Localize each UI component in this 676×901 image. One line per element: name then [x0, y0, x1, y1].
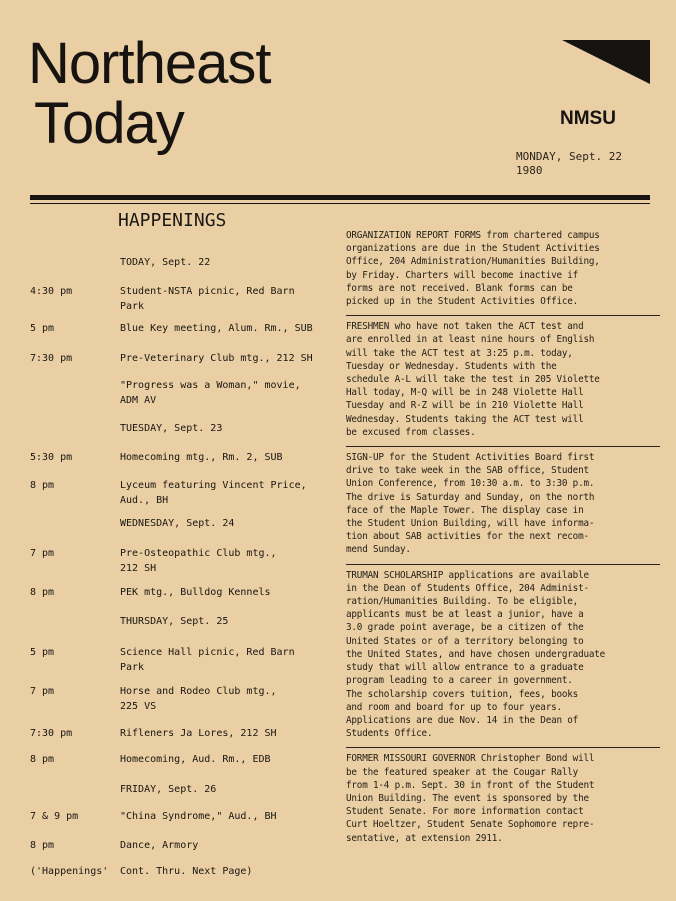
notice-line: program leading to a career in government.: [346, 675, 573, 687]
event-time: 7 & 9 pm: [30, 811, 79, 822]
event-description: [120, 726, 330, 741]
day-heading: TODAY, Sept. 22: [120, 257, 211, 268]
event-line: ADM AV: [120, 395, 157, 406]
notice-line: Students Office.: [346, 728, 433, 740]
notice-line: TRUMAN SCHOLARSHIP applications are available: [346, 569, 589, 581]
event-line: Park: [120, 301, 145, 312]
notice-line: by Friday. Charters will become inactive if: [346, 269, 579, 281]
event-time: 8 pm: [30, 587, 55, 598]
event-line: Cont. Thru. Next Page): [120, 866, 253, 877]
event-description: [120, 752, 330, 767]
event-line: Horse and Rodeo Club mtg.,: [120, 686, 277, 697]
notice-line: are enrolled in at least nine hours of English: [346, 334, 595, 346]
notice-line: ORGANIZATION REPORT FORMS from chartered campus: [346, 230, 600, 241]
event-line: Blue Key meeting, Alum. Rm., SUB: [120, 323, 313, 334]
notice-line: The scholarship covers tuition, fees, books: [346, 688, 579, 700]
notice-line: be excused from classes.: [346, 426, 476, 438]
event-line: Homecoming mtg., Rm. 2, SUB: [120, 452, 283, 463]
event-time: 7 pm: [30, 548, 55, 559]
event-description: [120, 645, 330, 675]
notice-line: mend Sunday.: [346, 544, 411, 556]
event-line: Rifleners Ja Lores, 212 SH: [120, 728, 277, 739]
event-line: 225 VS: [120, 701, 157, 712]
notice-line: Curt Hoeltzer, Student Senate Sophomore repre-: [346, 819, 595, 831]
event-time: 8 pm: [30, 754, 55, 765]
day-heading: THURSDAY, Sept. 25: [120, 616, 229, 627]
event-line: Dance, Armory: [120, 840, 199, 851]
day-heading: FRIDAY, Sept. 26: [120, 784, 217, 795]
event-time: 4:30 pm: [30, 286, 73, 297]
masthead-org: NMSU: [560, 108, 616, 129]
event-time: 7:30 pm: [30, 353, 73, 364]
notice-line: drive to take week in the SAB office, Student: [346, 465, 589, 477]
event-time: ('Happenings': [30, 866, 109, 877]
notice-line: the Student Union Building, will have informa-: [346, 518, 595, 530]
notice-line: FRESHMEN who have not taken the ACT test and: [346, 321, 584, 333]
event-time: 5:30 pm: [30, 452, 73, 463]
event-time: 7:30 pm: [30, 728, 73, 739]
happenings-heading: HAPPENINGS: [118, 210, 227, 231]
masthead-title: [28, 31, 271, 156]
event-time: 5 pm: [30, 647, 55, 658]
event-description: [120, 684, 330, 714]
event-line: Student-NSTA picnic, Red Barn: [120, 286, 295, 297]
masthead-date-line1: MONDAY, Sept. 22: [516, 150, 622, 163]
event-line: Pre-Veterinary Club mtg., 212 SH: [120, 353, 313, 364]
notice-line: tion about SAB activities for the next recom-: [346, 531, 589, 543]
event-time: 7 pm: [30, 686, 55, 697]
masthead-rule-thick: [30, 195, 650, 200]
notice: [346, 752, 660, 849]
day-heading: TUESDAY, Sept. 23: [120, 423, 223, 434]
event-line: "China Syndrome," Aud., BH: [120, 811, 277, 822]
notice-line: Tuesday and R-Z will be in 210 Violette Hall: [346, 400, 584, 412]
notice-line: Tuesday or Wednesday. Students with the: [346, 360, 557, 372]
notice-line: organizations are due in the Student Activities: [346, 243, 600, 255]
notice-line: study that will allow entrance to a graduate: [346, 662, 584, 674]
notice-line: 3.0 grade point average, be a citizen of the: [346, 622, 584, 634]
notice-line: in the Dean of Students Office, 204 Administ-: [346, 582, 589, 594]
notice-divider: [346, 564, 660, 565]
notice-line: will take the ACT test at 3:25 p.m. today,: [346, 347, 573, 359]
event-time: 5 pm: [30, 323, 55, 334]
event-description: [120, 351, 330, 366]
notice-line: The drive is Saturday and Sunday, on the north: [346, 491, 595, 503]
notice-divider: [346, 446, 660, 447]
event-line: PEK mtg., Bulldog Kennels: [120, 587, 271, 598]
event-description: [120, 478, 330, 508]
notice-line: applicants must be at least a junior, have a: [346, 609, 584, 621]
notice: [346, 229, 660, 313]
notice-line: and room and board for up to four years.: [346, 701, 562, 713]
event-line: Pre-Osteopathic Club mtg.,: [120, 548, 277, 559]
notice-line: Hall today, M-Q will be in 248 Violette Hall: [346, 387, 584, 399]
masthead-date: [516, 150, 666, 178]
notice-line: United States or of a territory belonging to: [346, 635, 584, 647]
event-line: Science Hall picnic, Red Barn: [120, 647, 295, 658]
notice-line: Union Conference, from 10:30 a.m. to 3:30 p.m.: [346, 478, 595, 490]
notice: [346, 569, 660, 746]
event-description: [120, 809, 330, 824]
event-time: 8 pm: [30, 840, 55, 851]
event-line: 212 SH: [120, 563, 157, 574]
event-line: Aud., BH: [120, 495, 169, 506]
event-line: Homecoming, Aud. Rm., EDB: [120, 754, 271, 765]
notice-line: ration/Humanities Building. To be eligible,: [346, 596, 579, 608]
event-line: Lyceum featuring Vincent Price,: [120, 480, 307, 491]
notice-line: forms are not received. Blank forms can be: [346, 282, 573, 294]
notice-line: SIGN-UP for the Student Activities Board first: [346, 452, 595, 464]
notice-line: Student Senate. For more information contact: [346, 806, 584, 818]
day-heading: WEDNESDAY, Sept. 24: [120, 518, 235, 529]
event-line: "Progress was a Woman," movie,: [120, 380, 301, 391]
masthead-date-line2: 1980: [516, 164, 543, 177]
event-description: [120, 864, 330, 879]
event-description: [120, 284, 330, 314]
notice-line: sentative, at extension 2911.: [346, 832, 503, 844]
corner-triangle-icon: [562, 40, 650, 84]
notice: [346, 451, 660, 562]
notices-column: [346, 229, 660, 850]
notice-line: picked up in the Student Activities Office.: [346, 296, 579, 308]
masthead-rule-thin: [30, 203, 650, 204]
notice-line: the United States, and have chosen undergraduate: [346, 648, 606, 660]
notice-divider: [346, 747, 660, 748]
notice-line: face of the Maple Tower. The display case in: [346, 504, 584, 516]
notice-line: schedule A-L will take the test in 205 Violette: [346, 374, 600, 386]
masthead-title-line1: Northeast: [28, 31, 271, 96]
notice-line: from 1-4 p.m. Sept. 30 in front of the Student: [346, 779, 595, 791]
event-line: Park: [120, 662, 145, 673]
notice: [346, 320, 660, 444]
notice-line: Union Building. The event is sponsored by the: [346, 792, 589, 804]
event-description: [120, 838, 330, 853]
event-description: [120, 321, 330, 336]
notice-line: Wednesday. Students taking the ACT test will: [346, 413, 584, 425]
event-description: [120, 585, 330, 600]
notice-line: Office, 204 Administration/Humanities Building,: [346, 256, 600, 268]
event-description: [120, 450, 330, 465]
notice-line: FORMER MISSOURI GOVERNOR Christopher Bond will: [346, 753, 595, 765]
event-description: [120, 546, 330, 576]
masthead-title-line2: Today: [34, 91, 184, 156]
notice-divider: [346, 315, 660, 316]
event-description: [120, 378, 330, 408]
notice-line: be the featured speaker at the Cougar Rally: [346, 766, 579, 778]
notice-line: Applications are due Nov. 14 in the Dean of: [346, 714, 579, 726]
event-time: 8 pm: [30, 480, 55, 491]
